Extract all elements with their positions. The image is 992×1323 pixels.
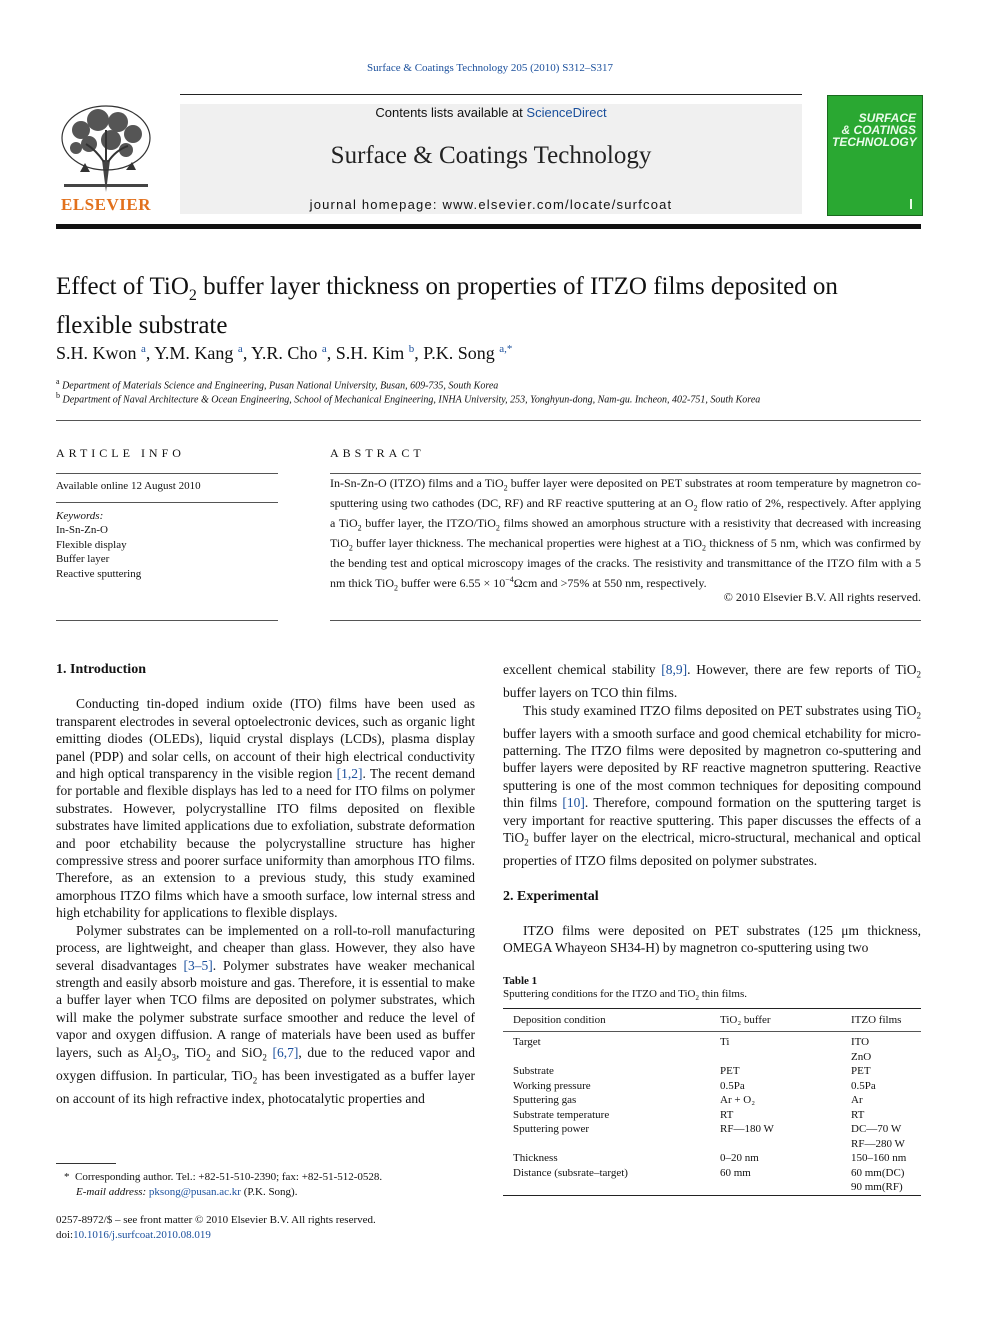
table-rule: [503, 1008, 921, 1009]
table-row: Target Ti ITO: [513, 1036, 870, 1048]
available-online: Available online 12 August 2010: [56, 480, 201, 492]
author-affiliation-mark[interactable]: a: [321, 343, 327, 355]
right-column: [503, 661, 921, 957]
author: Y.R. Cho: [251, 343, 318, 363]
article-title: Effect of TiO$_2$ buffer layer thickness on properties of ITZO films deposited on flexible substrate: [56, 273, 838, 339]
info-rule: [56, 620, 278, 621]
sciencedirect-link[interactable]: ScienceDirect: [526, 105, 607, 120]
paragraph: excellent chemical stability [8,9]. However, there are few reports of TiO$_2$ buffer layers on TCO thin films.: [503, 662, 921, 701]
paragraph: Polymer substrates can be implemented on a roll-to-roll manufacturing process, are lightweight, and cheaper than glass. However, they also have several disadvantages [3–5]. Polymer substrates have weaker mechanical strength and easily absorb moisture and gas. Therefore, it is essential to make a buffer layer when TCO films are deposited on polymer substrates, which will make the polymer substrate surface smoother and reduce the level of vapor and oxygen diffusion. A range of materials have been used as buffer layers, such as $Al_2O_3$, TiO$_2$ and SiO$_2$ [6,7], due to the reduced vapor and oxygen diffusion. In particular, TiO$_2$ has been investigated as a buffer layer on account of its high refractive index, photocatalytic properties and: [56, 922, 476, 1106]
cover-mark: [910, 199, 912, 209]
journal-cover-thumbnail[interactable]: [827, 95, 923, 216]
citation-link[interactable]: [3–5]: [183, 957, 213, 973]
keyword: Reactive sputtering: [56, 567, 142, 580]
cover-title: SURFACE & COATINGS TECHNOLOGY: [832, 111, 917, 149]
journal-header-box: [180, 104, 802, 214]
table-rule: [503, 1195, 921, 1196]
table-1: [503, 1013, 921, 1028]
author: Y.M. Kang: [154, 343, 234, 363]
section-heading-introduction: 1. Introduction: [56, 662, 146, 677]
footnote-corresponding: * Corresponding author. Tel.: +82-51-510-2390; fax: +82-51-512-0528. E-mail address: pksong@pusan.ac.kr (P.K. Song).: [64, 1171, 383, 1198]
copyright: © 2010 Elsevier B.V. All rights reserved.: [723, 590, 921, 604]
publisher-name: ELSEVIER: [61, 195, 151, 214]
affiliation: $^b$ Department of Naval Architecture & Ocean Engineering, School of Mechanical Engineering, INHA University, 253, Yonghyun-dong, Nam-gu. Incheon, 402-751, South Korea: [56, 391, 761, 406]
keyword: Buffer layer: [56, 553, 110, 566]
author-list: S.H. Kwon $^a$, Y.M. Kang $^a$, Y.R. Cho $^a$, S.H. Kim $^b$, P.K. Song $^{a,*}$: [56, 343, 513, 363]
paragraph: This study examined ITZO films deposited on PET substrates using TiO$_2$ buffer layers with a smooth surface and good chemical etchability for micro-patterning. The ITZO films were deposited by magnetron co-sputtering and buffer layers were deposited by RF reactive magnetron sputtering. Reactive sputtering is one of the most common techniques for depositing compound thin films [10]. Therefore, compound formation on the sputtering target is very important for reactive sputtering. This paper discusses the effects of a TiO$_2$ buffer layer on the electrical, micro-structural, mechanical and optical properties of ITZO films deposited on polymer substrates.: [503, 702, 921, 869]
keyword: In-Sn-Zn-O: [56, 524, 108, 537]
front-matter: 0257-8972/$ – see front matter © 2010 Elsevier B.V. All rights reserved. doi:10.1016/j.surfcoat.2010.08.019: [56, 1214, 376, 1241]
table-row: Substrate PET PET: [513, 1065, 871, 1077]
contents-line: Contents lists available at ScienceDirect: [375, 105, 607, 120]
author-affiliation-mark[interactable]: a,*: [499, 343, 513, 355]
sputtering-conditions-table: [503, 1013, 921, 1028]
author: P.K. Song: [423, 343, 495, 363]
info-rule: [56, 502, 278, 503]
abstract-heading: ABSTRACT: [330, 446, 425, 460]
table-row: Substrate temperature RT RT: [513, 1108, 865, 1121]
doi-link[interactable]: 10.1016/j.surfcoat.2010.08.019: [73, 1229, 211, 1241]
affiliation: $^a$ Department of Materials Science and Engineering, Pusan National University, Busan, 609-735, South Korea: [56, 377, 499, 392]
article-info-heading: ARTICLE INFO: [56, 446, 185, 460]
author-affiliation-mark[interactable]: a: [141, 343, 146, 355]
elsevier-logo: [56, 100, 156, 215]
section-heading-experimental: 2. Experimental: [503, 888, 599, 904]
journal-homepage[interactable]: journal homepage: www.elsevier.com/locate/surfcoat: [309, 197, 673, 212]
keyword: Flexible display: [56, 538, 127, 551]
abstract-text: In-Sn-Zn-O (ITZO) films and a TiO$_2$ buffer layer were deposited on PET substrates at room temperature by magnetron co-sputtering using two cathodes (DC, RF) and RF reactive sputtering at an $O_2$ flow ratio of 2%, respectively. After applying a TiO$_2$ buffer layer, the ITZO/TiO$_2$ films showed an amorphous structure with a resistivity that decreased with increasing TiO$_2$ buffer layer thickness. The mechanical properties were highest at a TiO$_2$ thickness of 5 nm, which was confirmed by the bending test and optical microscopy images of the cracks. The resistivity and transmittance of the ITZO film with a 5 nm thick TiO$_2$ buffer were $6.55 \times 10^{-4}\Omega cm$ and >75% at 550 nm, respectively.: [330, 476, 922, 592]
journal-title: Surface & Coatings Technology: [330, 142, 652, 169]
table-row: Working pressure 0.5Pa 0.5Pa: [513, 1079, 876, 1092]
email-link[interactable]: pksong@pusan.ac.kr: [148, 1186, 241, 1198]
table-row: Distance (subsrate–target) 60 mm 60 mm(DC): [513, 1166, 905, 1179]
header-top-rule: [180, 94, 802, 95]
header-divider: [56, 224, 921, 229]
author: S.H. Kim: [335, 343, 405, 363]
author-affiliation-mark[interactable]: a: [237, 343, 243, 355]
table-row: ZnO: [851, 1050, 872, 1063]
info-rule: [56, 473, 278, 474]
paragraph: Conducting tin-doped indium oxide (ITO) films have been used as transparent electrodes in several optoelectronic devices, such as organic light emitting diodes (OLEDs), liquid crystal displays (LCDs), plasma display panel (PDP) and solar cells, on account of their high electrical conductivity and high optical transparency in the visible region [1,2]. The recent demand for portable and flexible displays has led to a need for ITO films on polymer substrates. However, polycrystalline ITO films deposited on flexible substrates have limited applications due to exfoliation, substrate deformation and poor etchability because the polycrystalline structure has higher compressive stress and poorer surface uniformity than amorphous ITO films. Therefore, as an extension to a previous study, this study examined amorphous ITZO films which have a smooth surface, low internal stress and high etchability for applications to flexible displays.: [56, 696, 476, 921]
table-1-caption: Table 1 Sputtering conditions for the ITZO and TiO$_2$ thin films.: [503, 975, 747, 1003]
table-row: Thickness 0–20 nm 150–160 nm: [513, 1152, 907, 1164]
citation-link[interactable]: [8,9]: [661, 662, 688, 677]
author: S.H. Kwon: [56, 343, 137, 363]
table-row: 90 mm(RF): [851, 1181, 903, 1193]
citation-link[interactable]: [10]: [562, 795, 585, 811]
elsevier-tree-icon: [56, 100, 156, 195]
running-header[interactable]: Surface & Coatings Technology 205 (2010) S312–S317: [367, 62, 613, 74]
section-divider: [56, 420, 921, 421]
table-row: Sputtering power RF—180 W DC—70 W: [513, 1123, 902, 1135]
table-1-body: [503, 1035, 921, 1195]
abstract-rule: [330, 473, 921, 474]
keywords-block: Keywords: In-Sn-Zn-O Flexible display Buffer layer Reactive sputtering: [56, 510, 142, 580]
citation-link[interactable]: [1,2]: [336, 766, 363, 782]
citation-link[interactable]: [6,7]: [272, 1044, 299, 1060]
abstract-rule: [330, 620, 921, 621]
table-header-row: Deposition condition TiO₂ buffer ITZO films: [513, 1014, 902, 1026]
paragraph: ITZO films were deposited on PET substrates (125 μm thickness, OMEGA Whayeon SH34-H) by magnetron co-sputtering using two: [503, 922, 921, 956]
table-row: Sputtering gas Ar + O₂ Ar: [513, 1094, 863, 1106]
author-affiliation-mark[interactable]: b: [408, 343, 415, 355]
table-row: RF—280 W: [851, 1137, 905, 1150]
table-rule: [503, 1031, 921, 1032]
footnote-rule: [56, 1163, 116, 1164]
left-column: [56, 661, 475, 1107]
